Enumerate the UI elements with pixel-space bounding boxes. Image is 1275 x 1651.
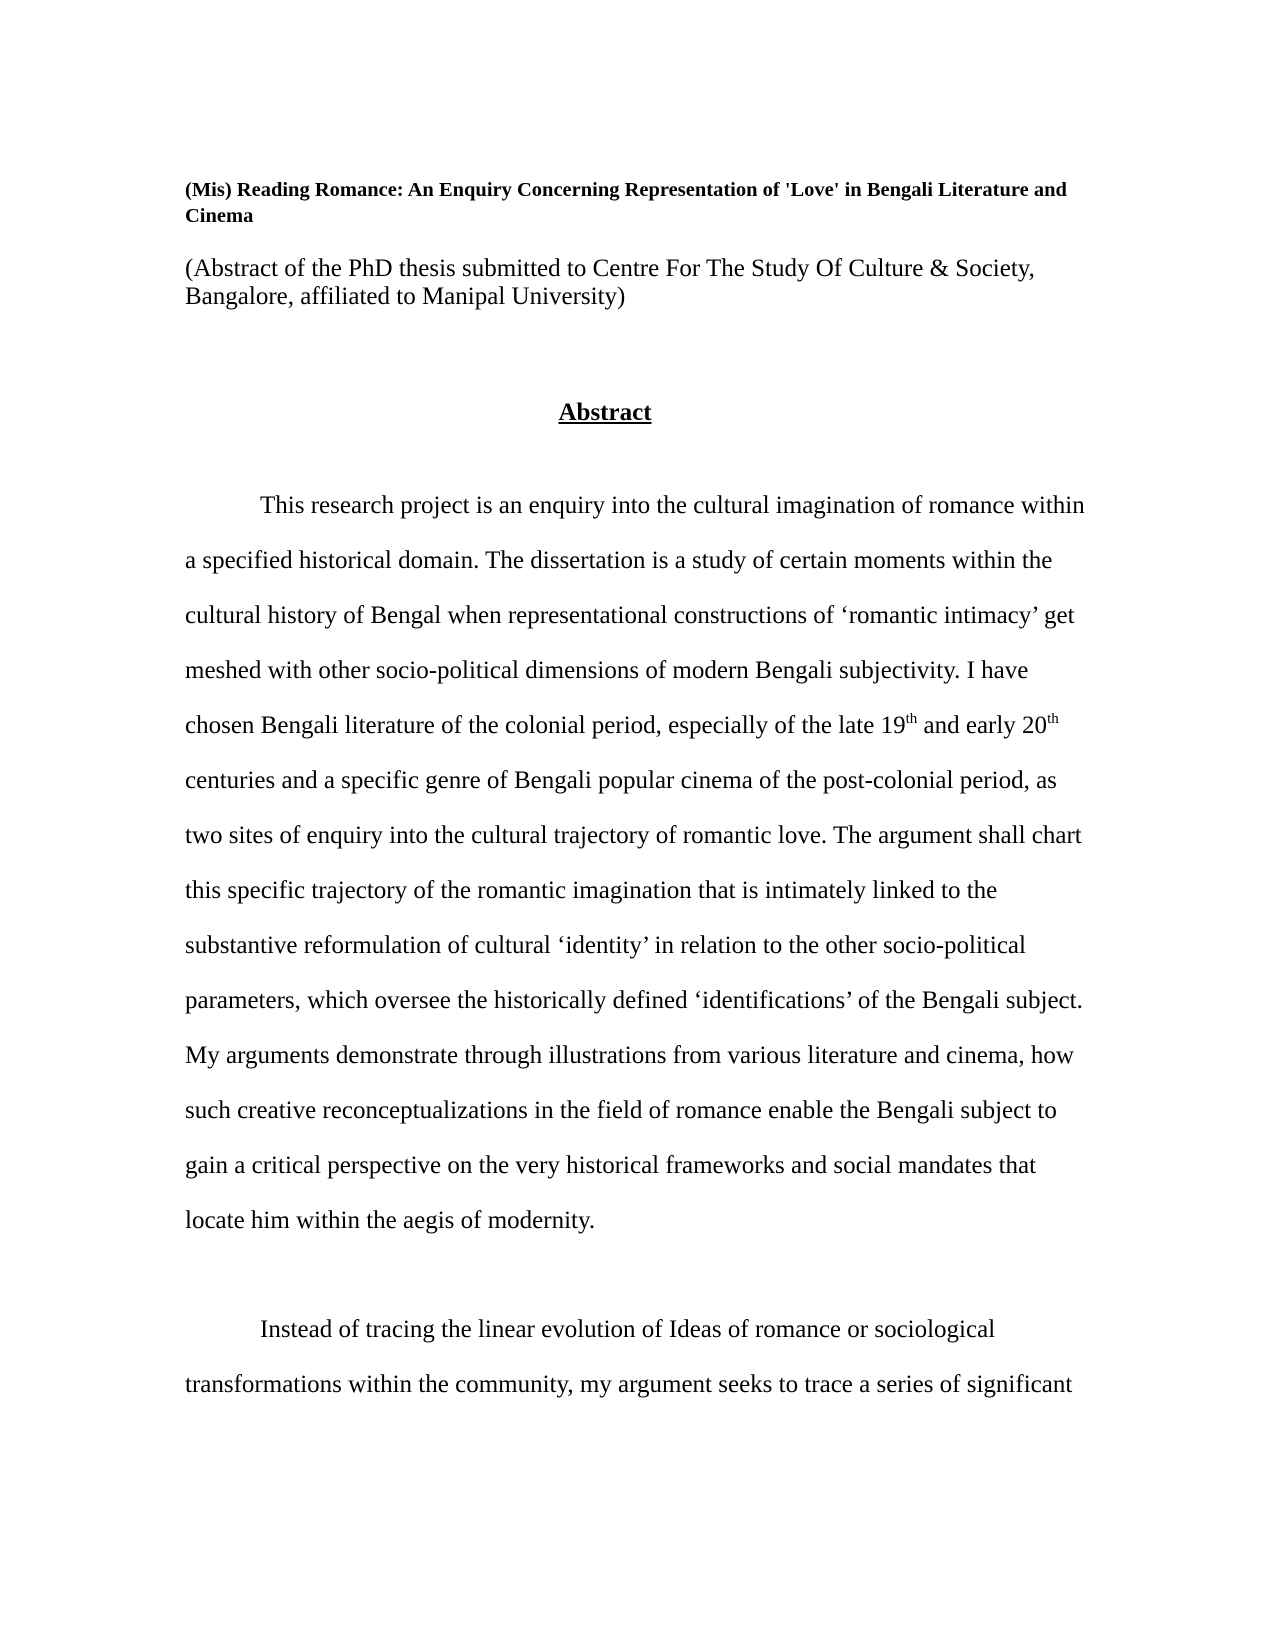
- thesis-title: (Mis) Reading Romance: An Enquiry Concerning Representation of 'Love' in Bengali Literature and Cinema: [185, 179, 1067, 227]
- superscript-th-1: th: [905, 710, 918, 727]
- line-5-text-b: and early 20: [917, 712, 1048, 739]
- paragraph-1-line-8: this specific trajectory of the romantic imagination that is intimately linked to the: [185, 877, 998, 904]
- paragraph-1-line-1: This research project is an enquiry into the cultural imagination of romance within: [260, 492, 1085, 519]
- paragraph-1-line-7: two sites of enquiry into the cultural trajectory of romantic love. The argument shall chart: [185, 822, 1082, 849]
- paragraph-1-line-9: substantive reformulation of cultural ‘identity’ in relation to the other socio-political: [185, 932, 1026, 959]
- paragraph-1-line-14: locate him within the aegis of modernity.: [185, 1207, 596, 1234]
- section-heading: Abstract: [558, 399, 652, 426]
- paragraph-1-line-10: parameters, which oversee the historically defined ‘identifications’ of the Bengali subject.: [185, 987, 1083, 1014]
- paragraph-1-line-13: gain a critical perspective on the very historical frameworks and social mandates that: [185, 1152, 1037, 1179]
- paragraph-2-line-1: Instead of tracing the linear evolution of Ideas of romance or sociological: [260, 1316, 996, 1343]
- thesis-subtitle: (Abstract of the PhD thesis submitted to Centre For The Study Of Culture & Society, Bangalore, affiliated to Manipal University): [185, 255, 1035, 310]
- paragraph-1-line-11: My arguments demonstrate through illustrations from various literature and cinema, how: [185, 1042, 1074, 1069]
- paragraph-1-line-2: a specified historical domain. The dissertation is a study of certain moments within the: [185, 547, 1053, 574]
- paragraph-1-line-3: cultural history of Bengal when representational constructions of ‘romantic intimacy’ get: [185, 602, 1075, 629]
- paragraph-1-line-4: meshed with other socio-political dimensions of modern Bengali subjectivity. I have: [185, 657, 1029, 684]
- paragraph-1-line-6: centuries and a specific genre of Bengali popular cinema of the post-colonial period, as: [185, 767, 1057, 794]
- paragraph-1-line-5: [185, 710, 1059, 742]
- line-5-text-a: chosen Bengali literature of the colonial period, especially of the late 19: [185, 712, 906, 739]
- superscript-th-2: th: [1047, 710, 1059, 727]
- paragraph-1-line-12: such creative reconceptualizations in the field of romance enable the Bengali subject to: [185, 1097, 1057, 1124]
- paragraph-2-line-2: transformations within the community, my argument seeks to trace a series of significant: [185, 1371, 1073, 1398]
